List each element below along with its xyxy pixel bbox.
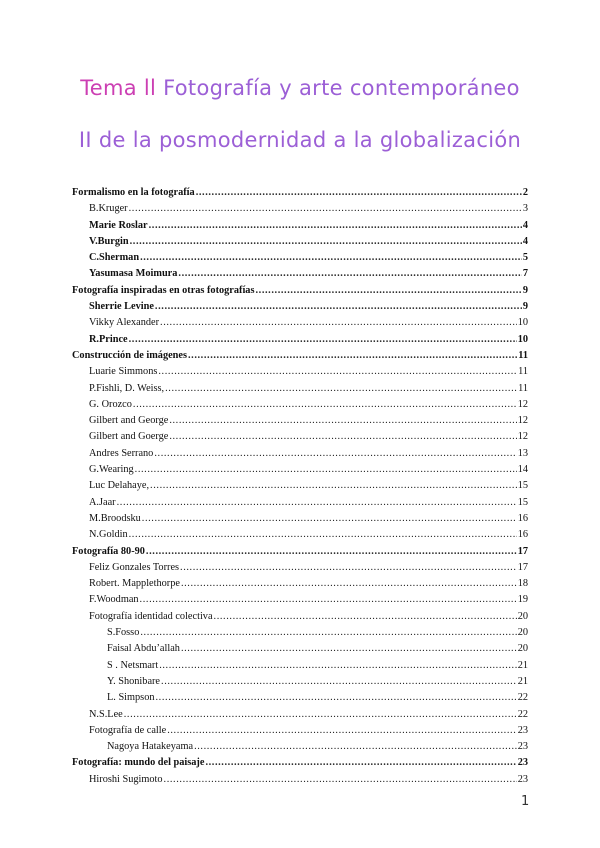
toc-dot-leader [160, 315, 517, 331]
toc-entry-page: 12 [517, 415, 528, 427]
toc-entry-title: Hiroshi Sugimoto [89, 773, 163, 785]
toc-entry[interactable] [72, 658, 528, 674]
toc-entry-title: Fotografía 80-90 [72, 545, 145, 557]
toc-entry[interactable] [72, 544, 528, 560]
toc-dot-leader [133, 397, 517, 413]
toc-entry[interactable] [72, 348, 528, 364]
toc-entry[interactable] [72, 283, 528, 299]
toc-entry-title: Yasumasa Moimura [89, 268, 178, 280]
toc-entry-page: 2 [522, 187, 528, 198]
title-topic-label: Tema ll [80, 76, 157, 100]
toc-entry[interactable] [72, 185, 528, 201]
toc-entry-title: S.Fosso [107, 627, 140, 639]
toc-entry-title: Fotografía identidad colectiva [89, 610, 213, 622]
title-subtitle: II de la posmodernidad a la globalización [78, 128, 522, 152]
toc-entry[interactable] [72, 495, 528, 511]
toc-entry-title: P.Fishli, D. Weiss, [89, 382, 165, 394]
toc-entry-page: 10 [517, 333, 528, 345]
toc-entry-page: 23 [517, 741, 528, 753]
toc-dot-leader [169, 429, 516, 445]
toc-entry-title: G. Orozco [89, 398, 132, 410]
toc-entry[interactable] [72, 266, 528, 282]
title-line-1 [0, 76, 600, 108]
toc-entry[interactable] [72, 332, 528, 348]
toc-entry-page: 13 [517, 447, 528, 459]
toc-entry[interactable] [72, 364, 528, 380]
toc-dot-leader [165, 381, 517, 397]
toc-entry-page: 23 [517, 724, 528, 736]
toc-entry-page: 11 [518, 382, 528, 394]
toc-entry-title: Sherrie Levine [89, 301, 154, 313]
toc-entry[interactable] [72, 250, 528, 266]
toc-entry-title: F.Woodman [89, 594, 139, 606]
toc-dot-leader [196, 185, 522, 201]
toc-entry[interactable] [72, 478, 528, 494]
toc-dot-leader [214, 609, 517, 625]
toc-entry-title: Fotografía de calle [89, 724, 167, 736]
toc-entry-page: 12 [517, 398, 528, 410]
toc-entry-title: Nagoya Hatakeyama [107, 741, 194, 753]
toc-entry-title: Vikky Alexander [89, 317, 160, 329]
toc-dot-leader [178, 266, 521, 282]
toc-entry[interactable] [72, 560, 528, 576]
toc-entry[interactable] [72, 201, 528, 217]
toc-dot-leader [158, 364, 517, 380]
toc-dot-leader [255, 283, 521, 299]
toc-dot-leader [156, 690, 517, 706]
toc-entry[interactable] [72, 739, 528, 755]
toc-entry[interactable] [72, 218, 528, 234]
page-number: 1 [521, 794, 530, 809]
toc-entry-title: C.Sherman [89, 252, 140, 264]
toc-entry-title: Gilbert and George [89, 415, 169, 427]
toc-entry-page: 7 [522, 268, 528, 280]
toc-entry-page: 23 [517, 757, 528, 769]
toc-entry[interactable] [72, 462, 528, 478]
toc-entry-title: Construcción de imágenes [72, 349, 187, 361]
toc-dot-leader [130, 234, 522, 250]
toc-entry-page: 23 [517, 773, 528, 785]
toc-dot-leader [159, 658, 517, 674]
toc-entry-title: N.S.Lee [89, 708, 123, 720]
toc-dot-leader [181, 641, 517, 657]
toc-entry-title: N.Goldin [89, 529, 128, 541]
toc-entry-title: S . Netsmart [107, 659, 159, 671]
toc-entry[interactable] [72, 755, 528, 771]
toc-entry[interactable] [72, 723, 528, 739]
toc-entry[interactable] [72, 641, 528, 657]
toc-entry-title: Y. Shonibare [107, 675, 161, 687]
toc-entry-page: 4 [522, 235, 528, 247]
toc-dot-leader [140, 250, 522, 266]
toc-dot-leader [164, 772, 517, 788]
toc-entry[interactable] [72, 609, 528, 625]
toc-dot-leader [135, 462, 517, 478]
toc-entry-title: Luc Delahaye, [89, 480, 150, 492]
toc-dot-leader [140, 625, 516, 641]
toc-dot-leader [140, 592, 517, 608]
toc-dot-leader [129, 201, 522, 217]
toc-entry[interactable] [72, 397, 528, 413]
toc-entry[interactable] [72, 690, 528, 706]
toc-entry-title: Andres Serrano [89, 447, 154, 459]
toc-entry[interactable] [72, 592, 528, 608]
toc-entry-page: 17 [517, 561, 528, 573]
toc-entry-page: 18 [517, 578, 528, 590]
toc-entry[interactable] [72, 299, 528, 315]
toc-entry[interactable] [72, 511, 528, 527]
toc-entry-page: 16 [517, 529, 528, 541]
toc-entry-page: 11 [518, 349, 528, 361]
toc-entry-title: Marie Roslar [89, 219, 148, 231]
toc-dot-leader [117, 495, 517, 511]
toc-entry-title: B.Kruger [89, 203, 128, 215]
toc-entry-title: Robert. Mapplethorpe [89, 578, 180, 590]
toc-entry-title: Fotografía: mundo del paisaje [72, 757, 205, 769]
toc-entry-page: 4 [522, 219, 528, 231]
toc-entry[interactable] [72, 315, 528, 331]
toc-entry[interactable] [72, 707, 528, 723]
toc-entry-page: 14 [517, 464, 528, 476]
toc-entry-page: 15 [517, 480, 528, 492]
toc-entry-title: R.Prince [89, 333, 128, 345]
toc-entry[interactable] [72, 772, 528, 788]
toc-entry[interactable] [72, 413, 528, 429]
toc-entry-page: 9 [522, 284, 528, 296]
toc-entry-page: 21 [517, 675, 528, 687]
toc-dot-leader [129, 332, 517, 348]
toc-entry[interactable] [72, 234, 528, 250]
toc-entry[interactable] [72, 429, 528, 445]
toc-entry-title: Luarie Simmons [89, 366, 158, 378]
toc-dot-leader [161, 674, 517, 690]
toc-entry-page: 15 [517, 496, 528, 508]
toc-entry-page: 21 [517, 659, 528, 671]
toc-dot-leader [167, 723, 517, 739]
toc-dot-leader [180, 560, 517, 576]
toc-entry-page: 22 [517, 708, 528, 720]
toc-entry-page: 20 [517, 643, 528, 655]
toc-entry-title: Gilbert and Goerge [89, 431, 169, 443]
toc-dot-leader [142, 511, 517, 527]
toc-entry-title: M.Broodsku [89, 512, 141, 524]
toc-entry-title: A.Jaar [89, 496, 116, 508]
toc-entry[interactable] [72, 576, 528, 592]
toc-entry-page: 5 [522, 252, 528, 264]
toc-entry-title: G.Wearing [89, 464, 134, 476]
toc-entry-page: 20 [517, 627, 528, 639]
toc-entry-title: Fotografía inspiradas en otras fotografías [72, 284, 255, 296]
toc-entry-page: 12 [517, 431, 528, 443]
toc-entry[interactable] [72, 381, 528, 397]
toc-entry-page: 9 [522, 301, 528, 313]
toc-entry-title: Faisal Abdu’allah [107, 643, 180, 655]
toc-entry-page: 19 [517, 594, 528, 606]
toc-dot-leader [169, 413, 516, 429]
toc-entry[interactable] [72, 625, 528, 641]
toc-entry-page: 10 [517, 317, 528, 329]
toc-entry[interactable] [72, 527, 528, 543]
toc-entry-page: 17 [517, 545, 528, 557]
title-topic-name: Fotografía y arte contemporáneo [163, 76, 520, 100]
toc-dot-leader [181, 576, 517, 592]
toc-entry-title: Formalismo en la fotografía [72, 187, 195, 198]
toc-dot-leader [150, 478, 517, 494]
toc-dot-leader [155, 299, 522, 315]
toc-entry-title: Feliz Gonzales Torres [89, 561, 180, 573]
toc-dot-leader [188, 348, 517, 364]
document-title [0, 76, 600, 152]
toc-entry-page: 16 [517, 512, 528, 524]
toc-dot-leader [149, 218, 522, 234]
toc-dot-leader [124, 707, 517, 723]
toc-entry-page: 20 [517, 610, 528, 622]
toc-entry-title: L. Simpson [107, 692, 155, 704]
toc-entry-page: 22 [517, 692, 528, 704]
toc-dot-leader [205, 755, 516, 771]
toc-dot-leader [194, 739, 517, 755]
toc-entry-title: V.Burgin [89, 235, 129, 247]
toc-entry-page: 11 [518, 366, 528, 378]
toc-entry[interactable] [72, 674, 528, 690]
toc-entry-page: 3 [522, 203, 528, 215]
toc-dot-leader [129, 527, 517, 543]
toc-dot-leader [146, 544, 517, 560]
toc-dot-leader [154, 446, 516, 462]
toc-entry[interactable] [72, 446, 528, 462]
table-of-contents [72, 185, 528, 788]
